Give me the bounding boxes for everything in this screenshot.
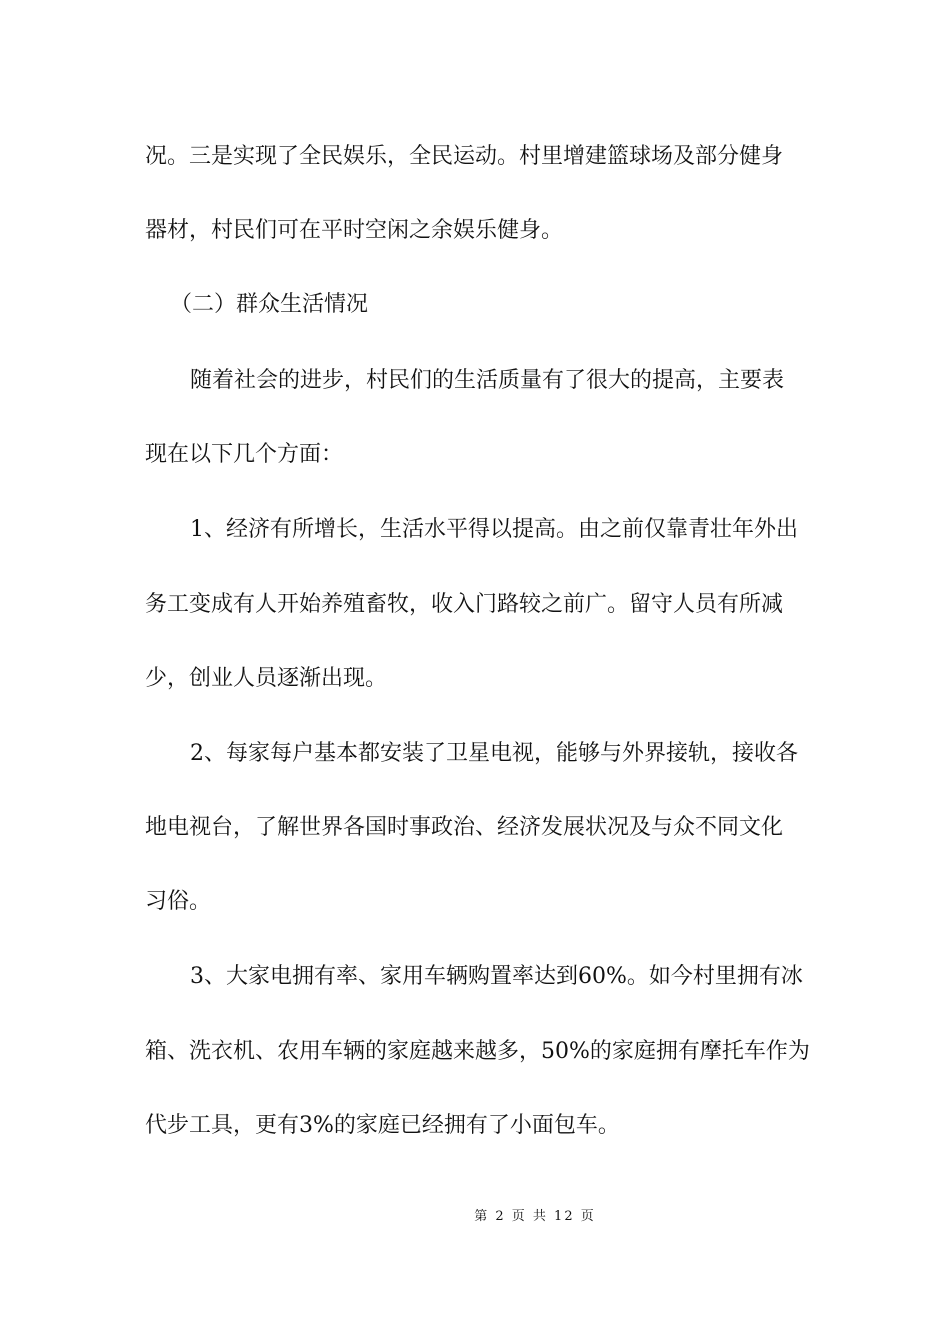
body-line: 况。三是实现了全民娱乐，全民运动。村里增建篮球场及部分健身 — [145, 144, 784, 169]
list-item-3-line: 3、大家电拥有率、家用车辆购置率达到60%。如今村里拥有冰 — [190, 964, 803, 989]
body-line: 代步工具，更有3%的家庭已经拥有了小面包车。 — [145, 1113, 620, 1138]
body-line: 习俗。 — [145, 889, 212, 914]
list-item-2-line: 2、每家每户基本都安装了卫星电视，能够与外界接轨，接收各 — [190, 741, 798, 766]
body-line: 现在以下几个方面： — [145, 442, 344, 467]
list-item-1-line: 1、经济有所增长，生活水平得以提高。由之前仅靠青壮年外出 — [190, 517, 798, 542]
body-line: 箱、洗衣机、农用车辆的家庭越来越多，50%的家庭拥有摩托车作为 — [145, 1039, 810, 1064]
body-line: 地电视台，了解世界各国时事政治、经济发展状况及与众不同文化 — [145, 815, 784, 840]
body-line: 少，创业人员逐渐出现。 — [145, 666, 388, 691]
paragraph-first-line: 随着社会的进步，村民们的生活质量有了很大的提高，主要表 — [190, 368, 785, 393]
body-line: 务工变成有人开始养殖畜牧，收入门路较之前广。留守人员有所减 — [145, 592, 784, 617]
page-number-footer: 第 2 页 共 12 页 — [474, 1209, 596, 1224]
body-line: 器材，村民们可在平时空闲之余娱乐健身。 — [145, 218, 564, 243]
section-heading: （二）群众生活情况 — [170, 292, 369, 317]
